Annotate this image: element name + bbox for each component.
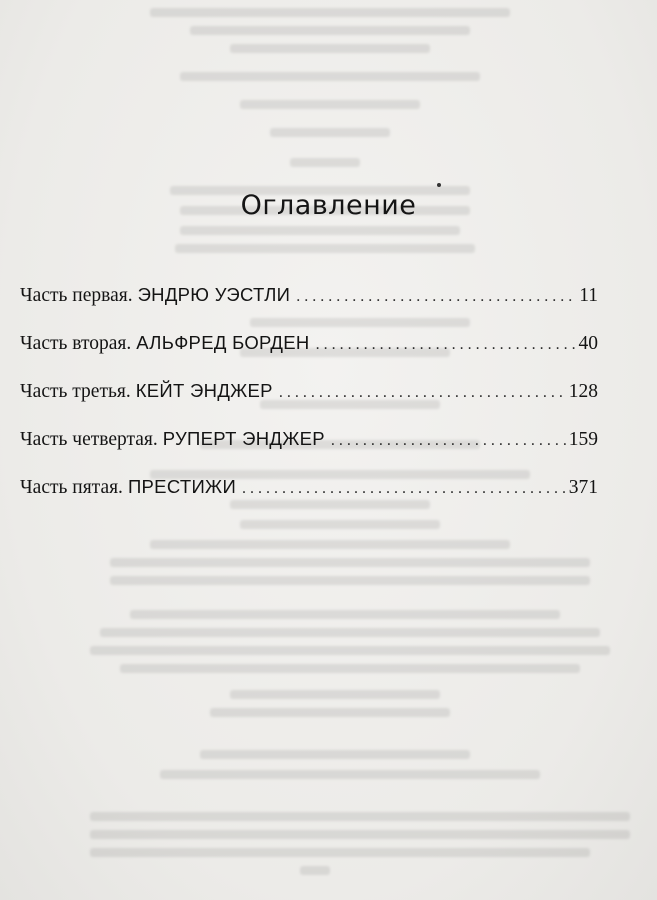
dot-leader — [316, 330, 576, 360]
toc-list — [20, 280, 598, 520]
toc-title: Оглавление — [240, 190, 417, 221]
toc-entry — [20, 472, 598, 520]
toc-entry — [20, 424, 598, 472]
toc-entry — [20, 280, 598, 328]
toc-entry-part: Часть третья. — [20, 381, 131, 402]
toc-entry-heading: АЛЬФРЕД БОРДЕН — [136, 332, 310, 353]
toc-entry — [20, 328, 598, 376]
toc-entry-heading: КЕЙТ ЭНДЖЕР — [135, 380, 273, 401]
toc-entry-page: 371 — [568, 477, 598, 498]
toc-entry-page: 11 — [579, 285, 598, 306]
dot-leader — [296, 282, 576, 312]
toc-entry-heading: ПРЕСТИЖИ — [127, 476, 237, 497]
toc-entry-part: Часть вторая. — [20, 333, 132, 354]
toc-entry-page: 128 — [568, 381, 598, 402]
toc-entry-page: 159 — [568, 429, 598, 450]
toc-entry-page: 40 — [578, 333, 598, 354]
toc-entry-heading: ЭНДРЮ УЭСТЛИ — [137, 284, 291, 305]
speck-mark — [437, 183, 441, 187]
dot-leader — [242, 474, 566, 504]
toc-entry-part: Часть первая. — [20, 285, 133, 306]
toc-entry-part: Часть пятая. — [20, 477, 123, 498]
dot-leader — [331, 426, 566, 456]
dot-leader — [279, 378, 566, 408]
toc-entry — [20, 376, 598, 424]
toc-entry-heading: РУПЕРТ ЭНДЖЕР — [162, 428, 325, 449]
toc-entry-part: Часть четвертая. — [20, 429, 158, 450]
